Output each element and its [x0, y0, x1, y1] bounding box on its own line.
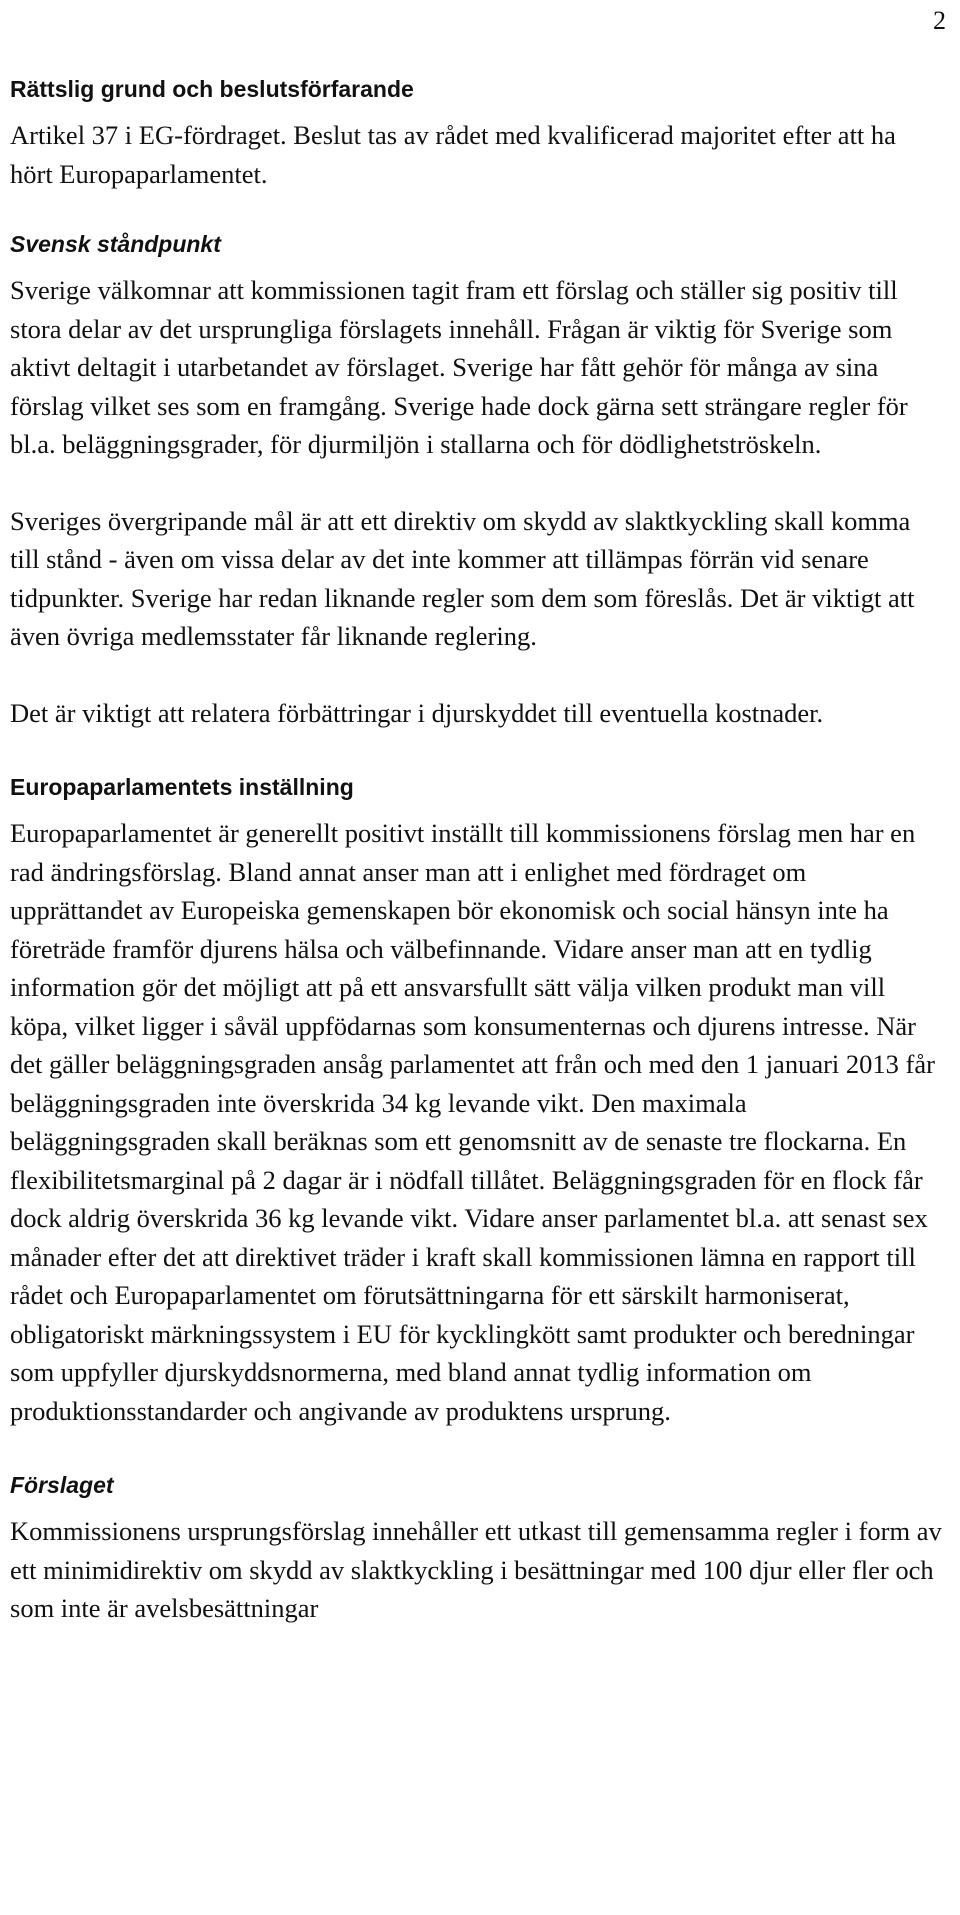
paragraph: Sverige välkomnar att kommissionen tagit fram ett förslag och ställer sig positiv till stora delar av det ursprungliga förslagets innehåll. Frågan är viktig för Sverige som aktivt deltagit i utarbetandet av förslaget. Sverige har fått gehör för många av sina förslag vilket ses som en framgång. Sverige hade dock gärna sett strängare regler för bl.a. beläggningsgrader, för djurmiljön i stallarna och för dödlighetströskeln. [10, 275, 908, 459]
document-body [10, 72, 945, 1666]
section-heading: Svensk ståndpunkt [10, 231, 221, 257]
section-heading: Rättslig grund och beslutsförfarande [10, 76, 414, 102]
section-swedish-position [10, 227, 945, 732]
section-legal-basis [10, 72, 945, 193]
section-heading: Europaparlamentets inställning [10, 774, 354, 800]
section-heading: Förslaget [10, 1472, 114, 1498]
paragraph: Kommissionens ursprungsförslag innehåller ett utkast till gemensamma regler i form av ett minimidirektiv om skydd av slaktkyckling i besättningar med 100 djur eller fler och som inte är avelsbesättningar [10, 1516, 942, 1623]
page-number: 2 [933, 6, 946, 35]
section-parliament-position [10, 770, 945, 1430]
section-proposal [10, 1468, 945, 1628]
paragraph: Sveriges övergripande mål är att ett direktiv om skydd av slaktkyckling skall komma till stånd - även om vissa delar av det inte kommer att tillämpas förrän vid senare tidpunkter. Sverige har redan liknande regler som dem som föreslås. Det är viktigt att även övriga medlemsstater får liknande reglering. [10, 505, 915, 651]
paragraph: Europaparlamentet är generellt positivt inställt till kommissionens förslag men har en rad ändringsförslag. Bland annat anser man att i enlighet med fördraget om upprättandet av Europeiska gemenskapen bör ekonomisk och social hänsyn inte ha företräde framför djurens hälsa och välbefinnande. Vidare anser man att en tydlig information gör det möjligt att på ett ansvarsfullt sätt välja vilken produkt man vill köpa, vilket ligger i såväl uppfödarnas som konsumenternas och djurens intresse. När det gäller beläggningsgraden ansåg parlamentet att från och med den 1 januari 2013 får beläggningsgraden inte överskrida 34 kg levande vikt. Den maximala beläggningsgraden skall beräknas som ett genomsnitt av de senaste tre flockarna. En flexibilitetsmarginal på 2 dagar är i nödfall tillåtet. Beläggningsgraden för en flock får dock aldrig överskrida 36 kg levande vikt. Vidare anser parlamentet bl.a. att senast sex månader efter det att direktivet träder i kraft skall kommissionen lämna en rapport till rådet och Europaparlamentet om förutsättningarna för ett särskilt harmoniserat, obligatoriskt märkningssystem i EU för kycklingkött samt produkter och beredningar som uppfyller djurskyddsnormerna, med bland annat tydlig information om produktionsstandarder och angivande av produktens ursprung. [10, 818, 935, 1426]
paragraph: Artikel 37 i EG-fördraget. Beslut tas av rådet med kvalificerad majoritet efter att ha hört Europaparlamentet. [10, 120, 896, 189]
paragraph: Det är viktigt att relatera förbättringar i djurskyddet till eventuella kostnader. [10, 697, 824, 728]
